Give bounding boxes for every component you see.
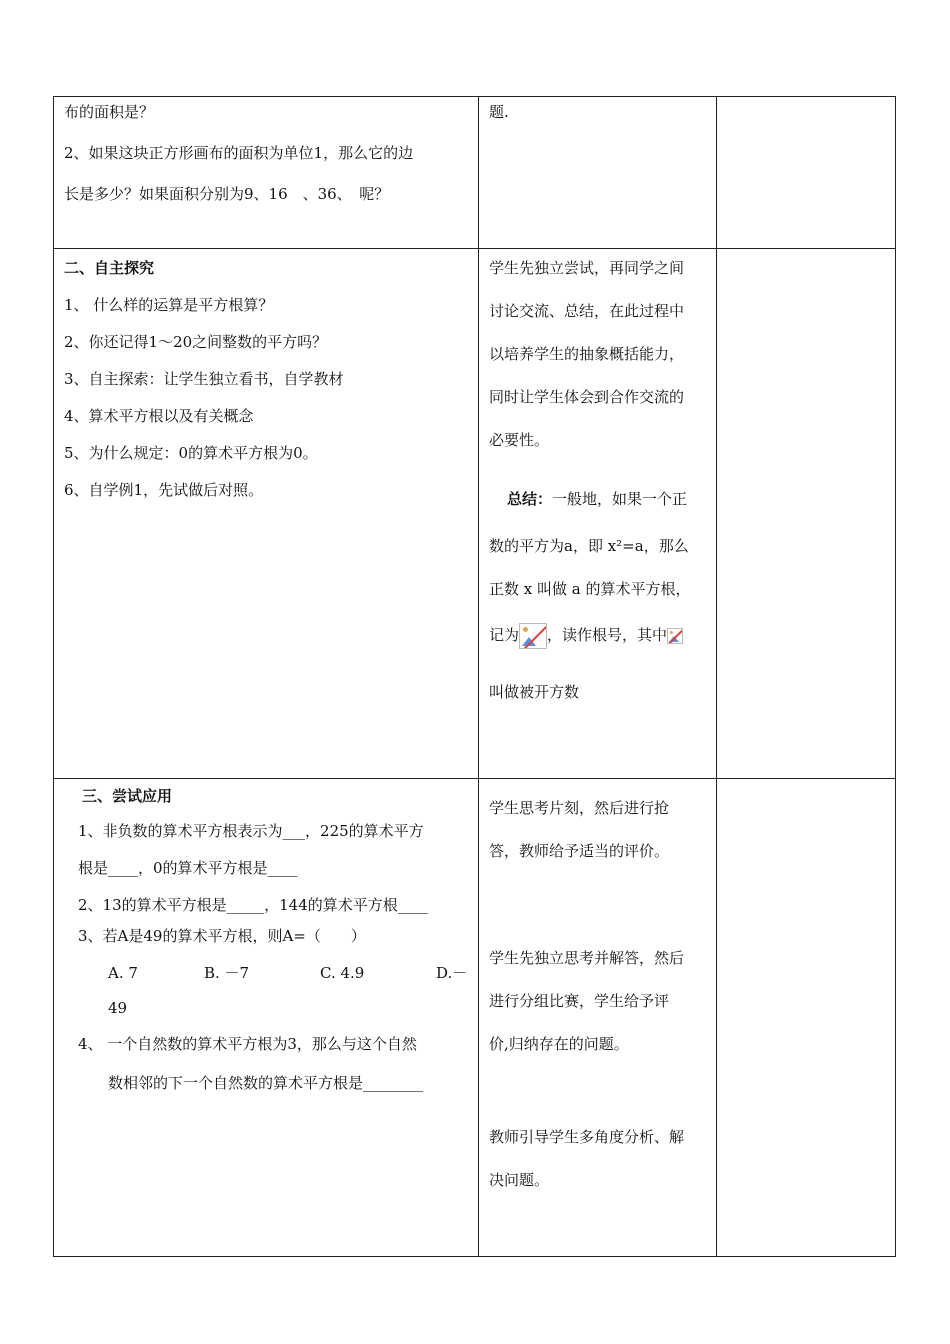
table-row <box>54 779 896 1257</box>
table-row <box>54 249 896 779</box>
table-cell <box>54 249 479 779</box>
section-heading: 三、尝试应用 <box>82 787 173 805</box>
list-item: 3、自主探索：让学生独立看书，自学教材 <box>64 370 344 388</box>
table-cell <box>54 97 479 249</box>
list-item: 1、 什么样的运算是平方根算？ <box>64 296 274 314</box>
list-item: 4、算术平方根以及有关概念 <box>64 407 254 425</box>
section-heading: 二、自主探究 <box>64 259 155 277</box>
table-cell <box>717 249 896 779</box>
question-line: 3、若A是49的算术平方根，则A=（ ） <box>78 927 366 945</box>
summary-label: 总结： <box>507 490 553 508</box>
text-line: 题. <box>489 103 509 121</box>
text-line: 同时让学生体会到合作交流的 <box>489 388 685 406</box>
table-cell <box>717 97 896 249</box>
summary-line <box>489 488 706 509</box>
table-row <box>54 97 896 249</box>
option-tail: 49 <box>108 999 128 1017</box>
question-line: 4、 一个自然数的算术平方根为3，那么与这个自然 <box>78 1035 417 1053</box>
text-fragment: ，读作根号，其中 <box>547 626 668 644</box>
broken-image-icon <box>667 628 683 644</box>
text-line: 学生先独立思考并解答，然后 <box>489 949 685 967</box>
text-line: 价,归纳存在的问题。 <box>489 1035 629 1053</box>
text-line: 数的平方为a，即 x²=a，那么 <box>489 537 689 555</box>
text-line: 正数 x 叫做 a 的算术平方根， <box>489 580 691 598</box>
text-fragment: 一般地，如果一个正 <box>552 490 688 508</box>
option-list <box>64 962 468 983</box>
broken-image-icon <box>519 623 547 649</box>
text-line: 学生思考片刻，然后进行抢 <box>489 799 670 817</box>
text-line: 学生先独立尝试，再同学之间 <box>489 259 685 277</box>
question-line: 2、13的算术平方根是_____，144的算术平方根____ <box>78 896 428 914</box>
text-line: 布的面积是？ <box>64 103 155 121</box>
table-cell <box>479 97 717 249</box>
table-cell <box>479 779 717 1257</box>
record-line <box>489 623 706 649</box>
text-line: 叫做被开方数 <box>489 683 580 701</box>
option-b: B. －7 <box>204 964 250 982</box>
question-line: 数相邻的下一个自然数的算术平方根是________ <box>108 1074 424 1092</box>
text-line: 教师引导学生多角度分析、解 <box>489 1128 685 1146</box>
table-cell <box>54 779 479 1257</box>
text-line: 必要性。 <box>489 431 550 449</box>
text-line: 以培养学生的抽象概括能力， <box>489 345 685 363</box>
table-cell <box>717 779 896 1257</box>
question-line: 1、非负数的算术平方根表示为___，225的算术平方 <box>78 822 424 840</box>
option-d: D.－ <box>436 964 468 982</box>
list-item: 6、自学例1，先试做后对照。 <box>64 481 264 499</box>
text-line: 长是多少？如果面积分别为9、16 、36、 呢？ <box>64 185 390 203</box>
text-line: 答，教师给予适当的评价。 <box>489 842 670 860</box>
list-item: 5、为什么规定：0的算术平方根为0。 <box>64 444 318 462</box>
table-cell <box>479 249 717 779</box>
list-item: 2、你还记得1～20之间整数的平方吗？ <box>64 333 328 351</box>
text-fragment: 记为 <box>489 626 520 644</box>
option-c: C. 4.9 <box>320 964 365 982</box>
lesson-plan-table <box>53 96 896 1257</box>
text-line: 讨论交流、总结，在此过程中 <box>489 302 685 320</box>
text-line: 决问题。 <box>489 1171 550 1189</box>
question-line: 根是____，0的算术平方根是____ <box>78 859 298 877</box>
option-a: A. 7 <box>108 964 138 982</box>
text-line: 2、如果这块正方形画布的面积为单位1，那么它的边 <box>64 144 414 162</box>
text-line: 进行分组比赛，学生给予评 <box>489 992 670 1010</box>
